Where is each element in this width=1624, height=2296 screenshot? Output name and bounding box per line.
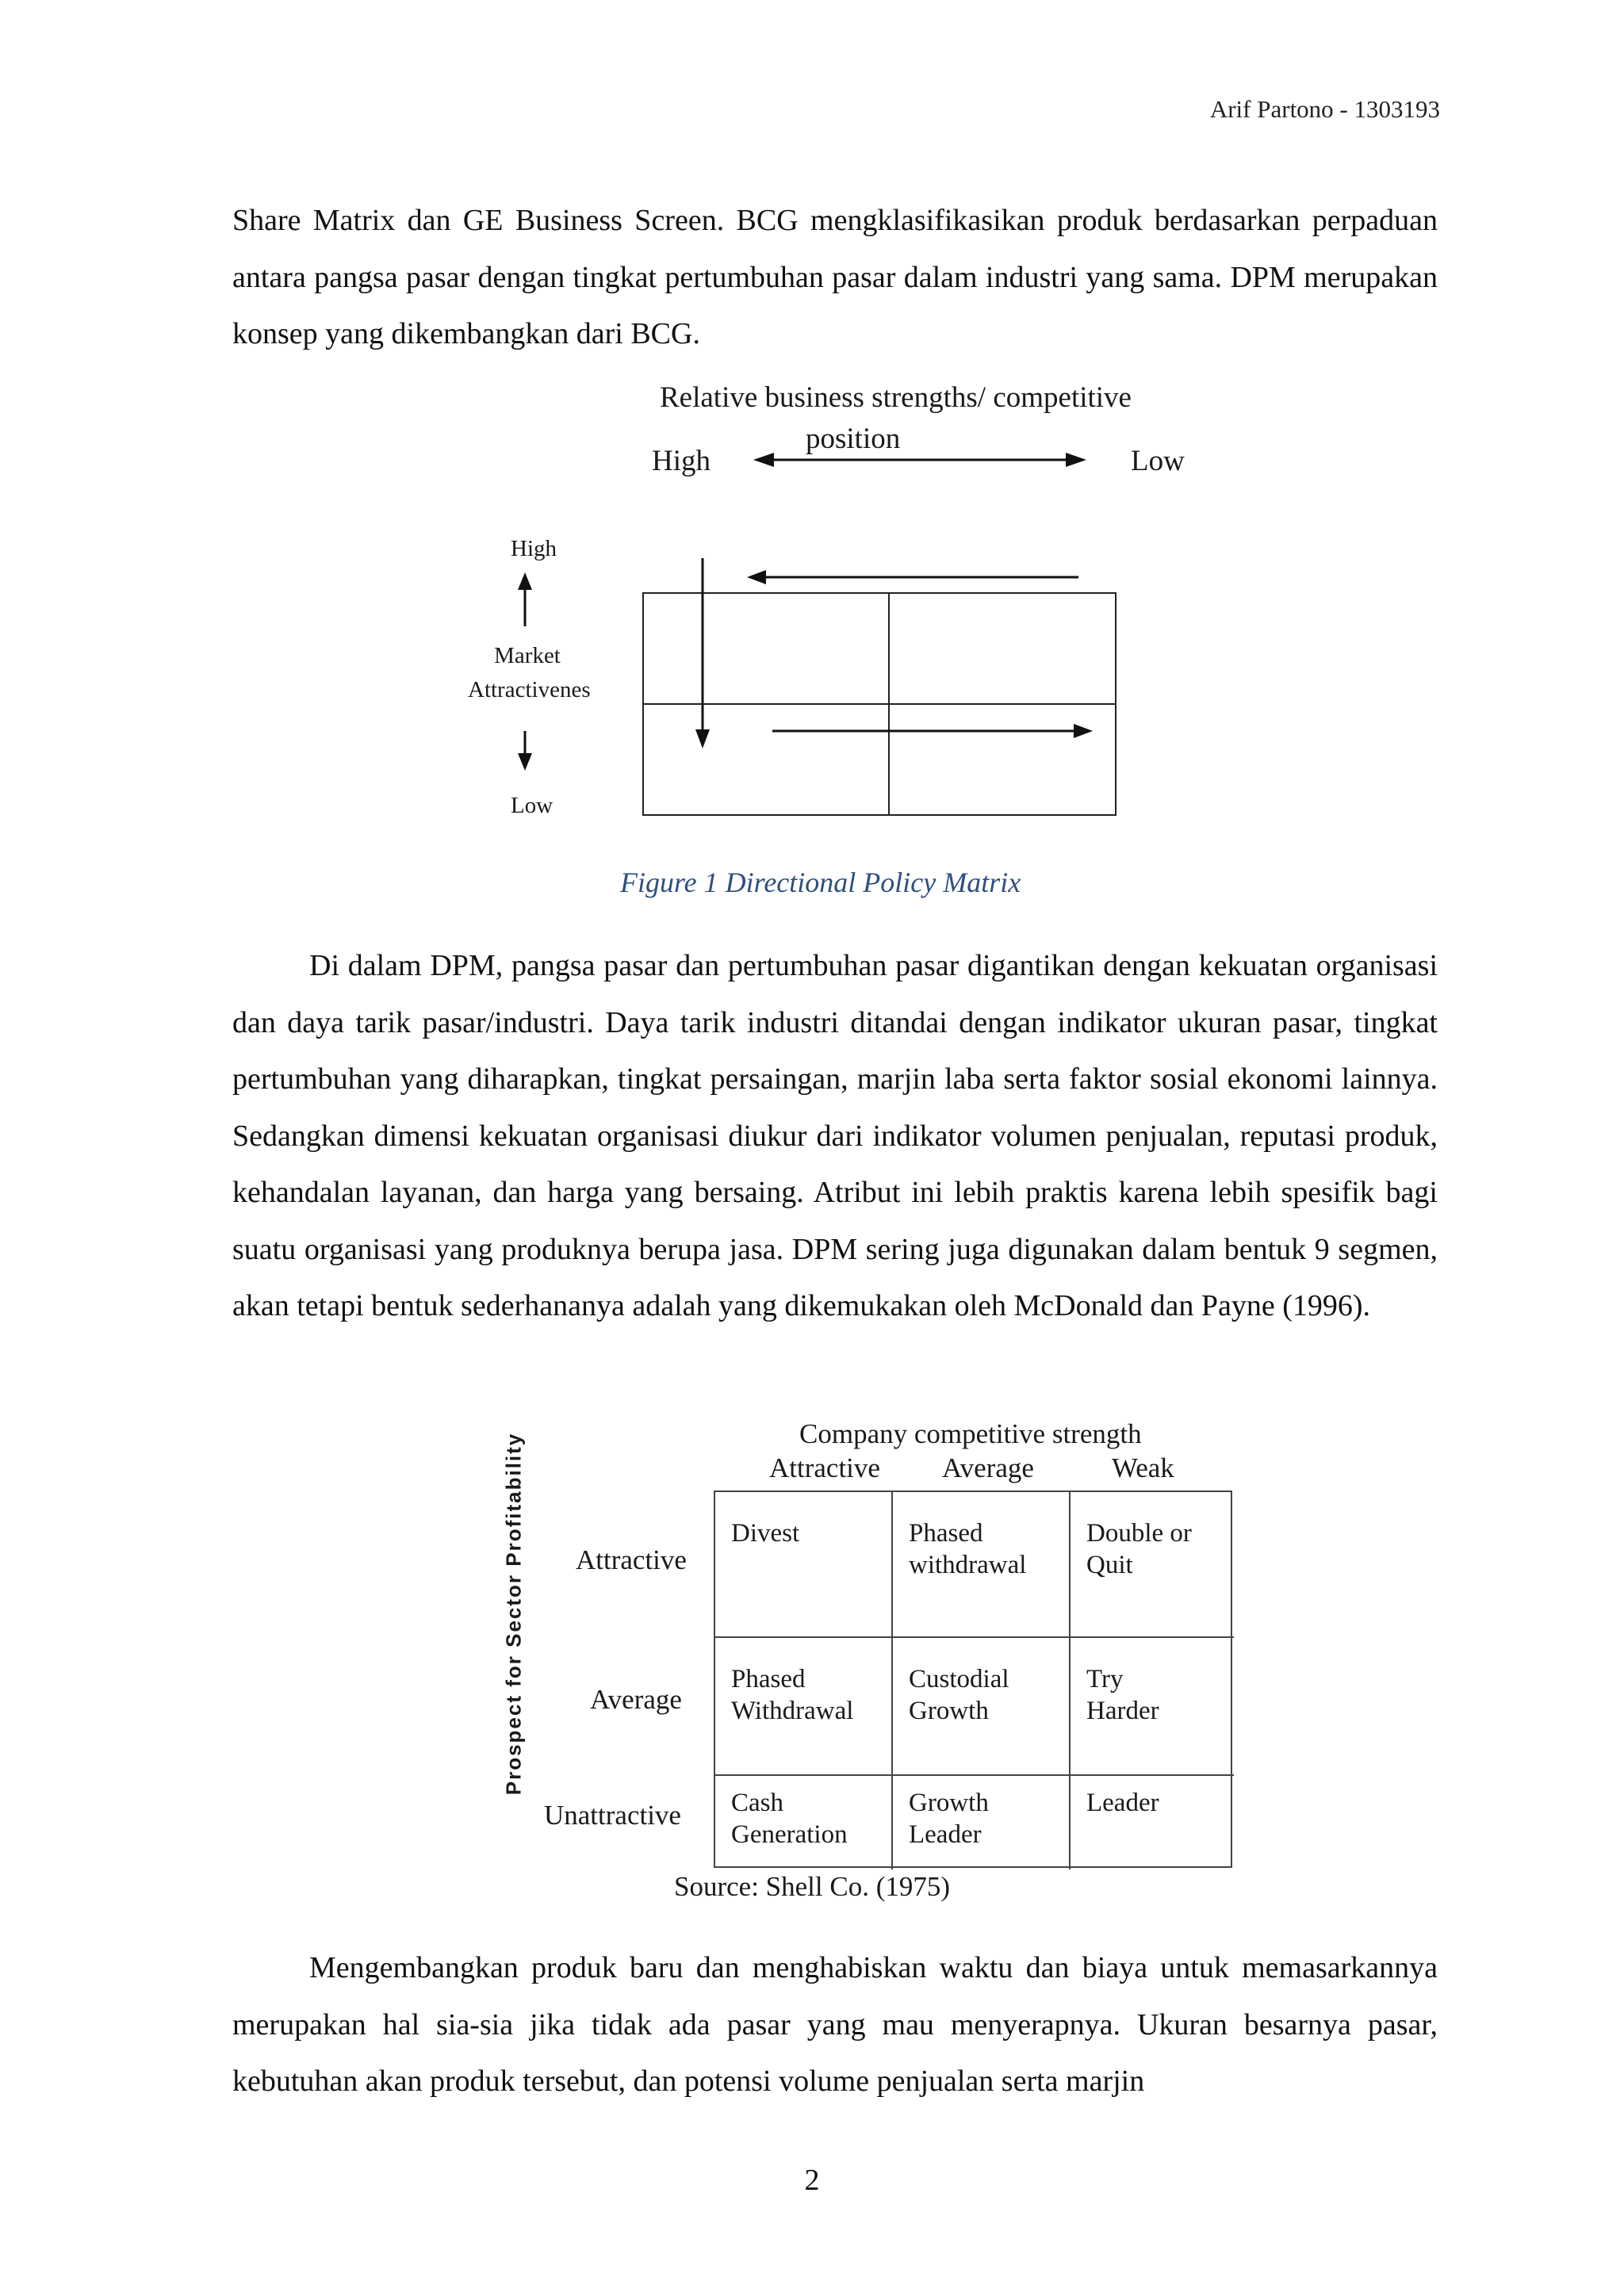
figure2-column-weak: Weak bbox=[1112, 1452, 1174, 1483]
arrowhead-left-icon bbox=[753, 453, 774, 467]
paragraph-1: Share Matrix dan GE Business Screen. BCG mengklasifikasikan produk berdasarkan perpaduan antara pangsa pasar dengan tingkat pertumbuhan pasar dalam industri yang sama. DPM merupakan konsep yang dikembangkan dari BCG. bbox=[232, 204, 1438, 350]
matrix-cell: Double or Quit bbox=[1071, 1492, 1234, 1638]
figure-shell-dpm-matrix bbox=[476, 1411, 1269, 1919]
figure-directional-policy-matrix bbox=[452, 381, 1245, 904]
arrowhead-down-inner-icon bbox=[695, 729, 710, 748]
arrowhead-down-icon bbox=[518, 753, 532, 771]
matrix-cell: Leader bbox=[1086, 1789, 1159, 1817]
matrix-cell: Growth Leader bbox=[893, 1776, 1071, 1869]
figure1-x-low-label: Low bbox=[1131, 445, 1185, 477]
arrowhead-left-inner-icon bbox=[747, 570, 766, 584]
figure2-source: Source: Shell Co. (1975) bbox=[674, 1871, 951, 1902]
arrowhead-right-icon bbox=[1066, 453, 1086, 467]
page-header-author: Arif Partono - 1303193 bbox=[1209, 95, 1440, 123]
matrix-cell: Phased Withdrawal bbox=[715, 1638, 893, 1776]
paragraph-2: Di dalam DPM, pangsa pasar dan pertumbuhan pasar digantikan dengan kekuatan organisasi dan daya tarik pasar/industri. Daya tarik industri ditandai dengan indikator ukuran pasar, tingkat pertumbuhan yang diharapkan, tingkat persaingan, marjin laba serta faktor sosial ekonomi lainnya. Sedangkan dimensi kekuatan organisasi diukur dari indikator volumen penjualan, reputasi produk, kehandalan layanan, dan harga yang bersaing. Atribut ini lebih praktis karena lebih spesifik bagi suatu organisasi yang produknya berupa jasa. DPM sering juga digunakan dalam bentuk 9 segmen, akan tetapi bentuk sederhananya adalah yang dikemukakan oleh McDonald dan Payne (1996). bbox=[232, 949, 1438, 1322]
figure1-y-high-label: High bbox=[511, 536, 557, 561]
figure1-y-low-label: Low bbox=[511, 793, 553, 818]
figure1-x-high-label: High bbox=[652, 445, 710, 477]
figure1-title: Relative business strengths/ competitive bbox=[660, 381, 1132, 414]
figure2-row-average: Average bbox=[590, 1684, 682, 1715]
figure2-title: Company competitive strength bbox=[799, 1418, 1142, 1449]
figure1-title-continued: position bbox=[806, 423, 901, 455]
figure1-caption: Figure 1 Directional Policy Matrix bbox=[620, 867, 1021, 898]
paragraph-3: Mengembangkan produk baru dan menghabiskan waktu dan biaya untuk memasarkannya merupakan hal sia-sia jika tidak ada pasar yang mau menyerapnya. Ukuran besarnya pasar, kebutuhan akan produk tersebut, dan potensi volume penjualan serta marjin bbox=[232, 1951, 1438, 2098]
figure2-row-unattractive: Unattractive bbox=[544, 1800, 681, 1831]
figure1-diagram bbox=[452, 381, 1245, 856]
page-number: 2 bbox=[804, 2164, 820, 2197]
matrix-cell: Try Harder bbox=[1071, 1638, 1234, 1776]
matrix-cell: Divest bbox=[715, 1492, 893, 1638]
figure1-y-axis-label: Market Attractivenes bbox=[468, 643, 591, 702]
figure2-matrix-grid bbox=[714, 1490, 1232, 1868]
figure2-row-attractive: Attractive bbox=[576, 1544, 687, 1575]
figure2-column-average: Average bbox=[942, 1452, 1034, 1483]
arrowhead-right-inner-icon bbox=[1074, 724, 1093, 738]
matrix-cell: Phased withdrawal bbox=[893, 1492, 1071, 1638]
figure2-column-attractive: Attractive bbox=[769, 1452, 880, 1483]
figure2-y-axis-label: Prospect for Sector Profitability bbox=[501, 1432, 526, 1796]
matrix-cell: Custodial Growth bbox=[893, 1638, 1071, 1776]
arrowhead-up-icon bbox=[518, 572, 532, 590]
matrix-cell: Cash Generation bbox=[715, 1776, 893, 1869]
